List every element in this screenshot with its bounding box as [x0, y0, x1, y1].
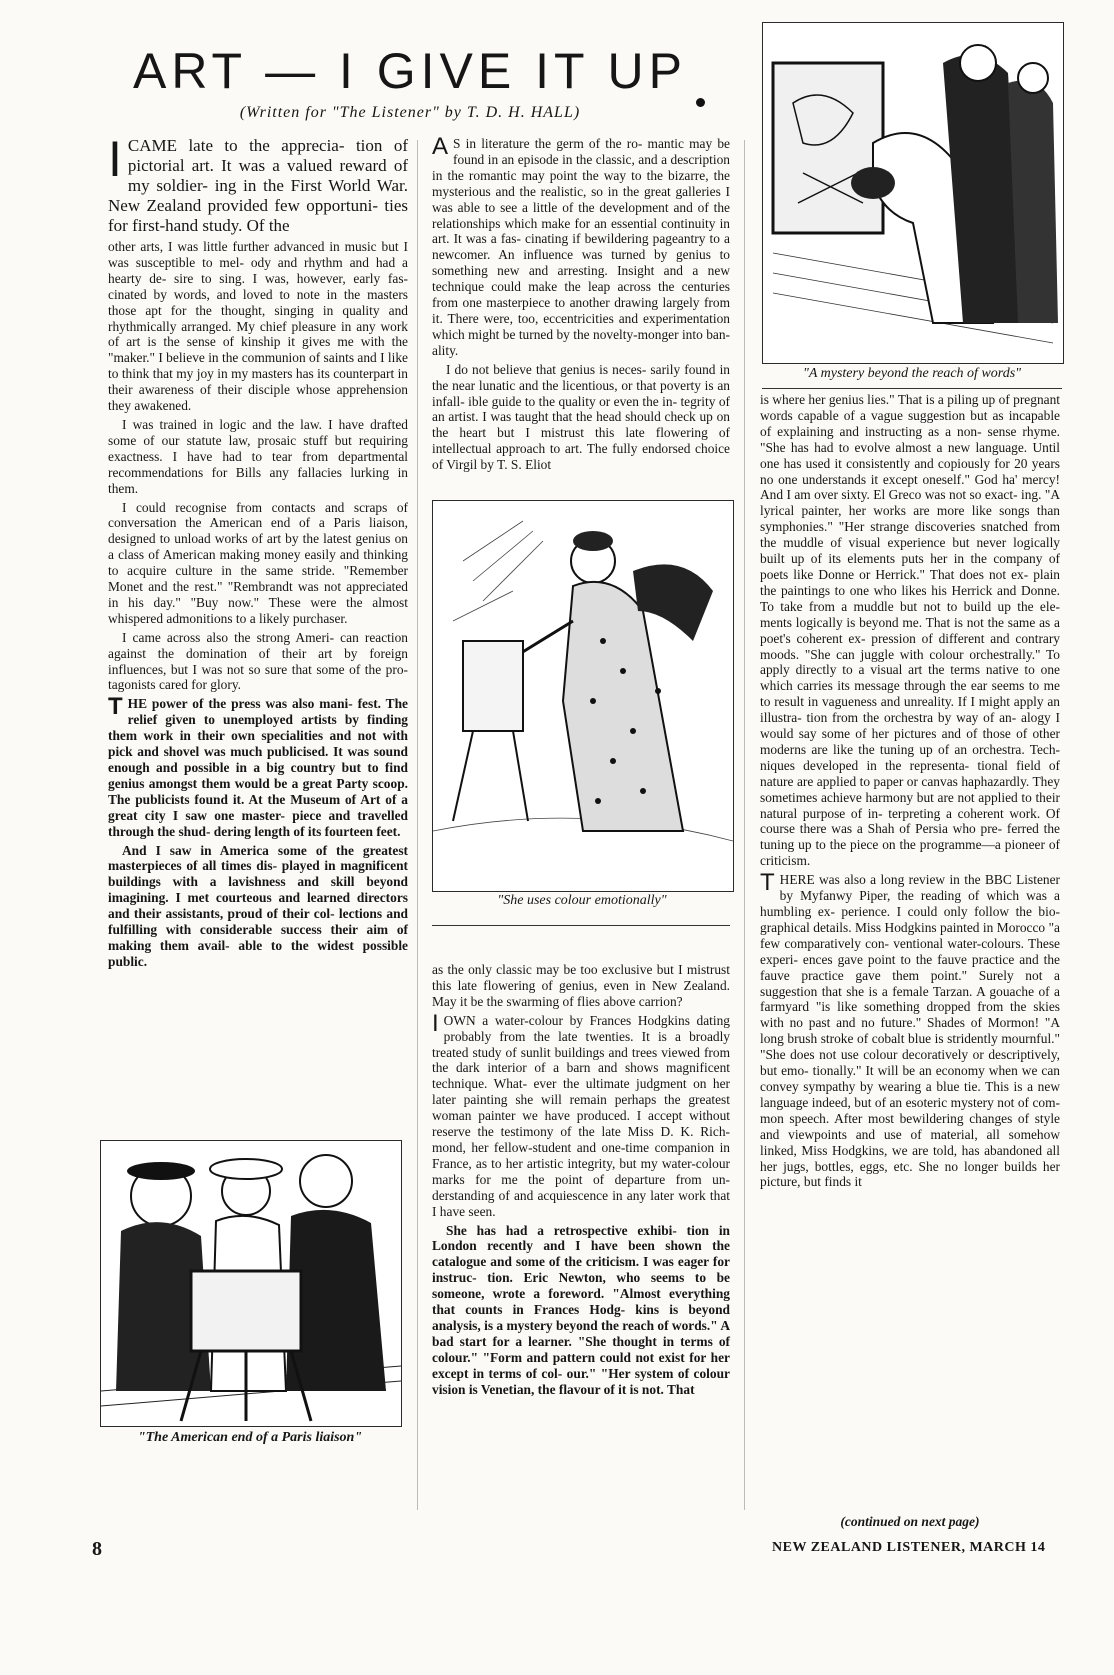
paragraph: THE power of the press was also mani- fest. The relief given to unemployed artists by finding them work in their own specialities and not with pick and shovel was much publicised. It was sound enough and possible in a big country but to find genius amongst them would be a great Party scoop. The publicists found it. At the Museum of Art of a great city I saw one master- piece and travelled through the shud- dering length of its fourteen feet.	[108, 693, 408, 839]
paragraph: I could recognise from contacts and scraps of conversation the American end of a Paris liaison, designed to unload works of art by the latest genius on a class of American making money easily and thinking to acquire culture in the same stride. "Remember Monet and the rest." "Rembrandt was not appreciated in his day." "Buy now." These were the almost whispered admonitions to a likely purchaser.	[108, 499, 408, 626]
paragraph: She has had a retrospective exhibi- tion in London recently and I have been shown the catalogue and some of the criticism. I was eager for instruc- tion. Eric Newton, who seems to be someone, wrote a foreword. "Almost everything that counts in Frances Hodg- kins is beyond analysis, is a mystery beyond the reach of words." A bad start for a learner. "She thought in terms of colour." "Form and pattern could not exist for her except in terms of col- our." "Her system of colour vision is Venetian, the flavour of it is not. That	[432, 1222, 730, 1397]
drop-cap: I	[108, 131, 122, 187]
paragraph: IOWN a water-colour by Frances Hodgkins dating probably from the late twenties. It is a broadly treated study of sunlit buildings and trees viewed from the dark interior of a barn and shows magnificent technique. What- ever the ultimate judgment on her later painting she will remain perhaps the greatest woman painter we have produced. I accept without reserve the testimony of the late Miss D. K. Rich- mond, her fellow-student and one-time companion in France, as to her artistic integrity, but my water-colour marks for me the point of departure from un- derstanding of and acquiescence in any later work that I have seen.	[432, 1009, 730, 1219]
cartoon-drawing	[101, 1141, 401, 1426]
cartoon-drawing	[763, 23, 1063, 363]
column-2	[432, 133, 730, 476]
paragraph: I was trained in logic and the law. I have drafted some of our statute law, prosaic stuff but requiring exactness. I have had to tear from departmental recommendations for Bills any fallacies lurking in them.	[108, 416, 408, 496]
caption-american: "The American end of a Paris liaison"	[137, 1430, 363, 1445]
drop-cap: T	[108, 693, 123, 721]
caption-mystery: "A mystery beyond the reach of words"	[802, 366, 1022, 381]
lead-paragraph: ICAME late to the apprecia- tion of pictorial art. It was a valued reward of my soldier- ing in the First World War. New Zealand provided few opportuni- ties for first-hand study. Of the	[108, 131, 408, 235]
paragraph: I came across also the strong Ameri- can reaction against the domination of their art by foreign influences, but I was not so sure that some of the pro- tagonists cared for glory.	[108, 629, 408, 693]
colour-emotionally-illustration	[432, 500, 734, 892]
continued-note: (continued on next page)	[840, 1514, 980, 1529]
divider	[762, 388, 1062, 389]
paragraph: THERE was also a long review in the BBC Listener by Myfanwy Piper, the reading of which was a humbling ex- perience. I could only follow the bio- graphical details. Miss Hodgkins painted in Morocco "a few comparatively con- ventional water-colours. These experi- ences gave point to the fauve practice and the fauve practice gave them point." Surely not a suggestion that she is a female Tarzan. A gouache of a farmyard "is like something dropped from the skies with no past and no future." Shades of Mormon! "A long brush stroke of cobalt blue is stridently mournful." "She does not use colour decoratively or descriptively, but emo- tionally." It will be an economy when we can convey sympathy by wearing a blue tie. This is a new language indeed, but of an esoteric mystery not of com- mon speech. After most bewildering changes of style and viewpoints and use of material, all somehow linked, Miss Hodgkins, we are told, has abandoned all her jugs, bottles, eggs, etc. She no longer builds her picture, but finds it	[760, 869, 1060, 1190]
page-title: ART — I GIVE IT UP	[132, 43, 687, 99]
drop-cap: I	[432, 1009, 439, 1037]
column-2-continued	[432, 962, 730, 1400]
byline: (Written for "The Listener" by T. D. H. HALL)	[239, 104, 581, 121]
mystery-illustration	[762, 22, 1064, 364]
drop-cap: A	[432, 133, 449, 160]
american-liaison-illustration	[100, 1140, 402, 1427]
paragraph: And I saw in America some of the greatest masterpieces of all times dis- played in magnificent buildings with a lavishness and skill beyond imagining. I met courteous and learned directors and their assistants, proud of their col- lections and fulfilling with considerable success their aim of making them avail- able to the widest possible public.	[108, 842, 408, 969]
column-3	[760, 392, 1060, 1193]
column-divider	[744, 140, 745, 1510]
column-1	[108, 131, 408, 973]
ink-dot	[696, 98, 705, 107]
paragraph: A S in literature the germ of the ro- mantic may be found in an episode in the classic, and a description in the romantic may point the way to the bizarre, the mysterious and the realistic, so in the great galleries I was able to see a little of the development and of the relationships which make for an essential continuity in art. It was a fas- cinating if bewildering pageantry to a newcomer. An influence was turned by genius to something new and arresting. Insight and a new technique could make the leap across the centuries from one masterpiece to another drawing largely from it. There were, too, eccentricities and experimentation which might be turned by the novelty-monger into ban- ality.	[432, 133, 730, 358]
divider	[432, 925, 730, 926]
column-divider	[417, 140, 418, 1510]
paragraph: I do not believe that genius is neces- sarily found in the near lunatic and the licentious, or that poverty is an infall- ible guide to the quality or even the in- tegrity of an artist. I was taught that the head should check up on the heart but I mistrust this late flowering of intellectual approach to art. The fully endorsed choice of Virgil by T. S. Eliot	[432, 361, 730, 473]
caption-colour: "She uses colour emotionally"	[497, 893, 667, 908]
page-number: 8	[92, 1538, 102, 1560]
paragraph: as the only classic may be too exclusive but I mistrust this late flowering of genius, even in New Zealand. May it be the swarming of flies above carrion?	[432, 962, 730, 1009]
drop-cap: T	[760, 869, 775, 897]
paragraph: is where her genius lies." That is a piling up of pregnant words capable of a vague suggestion but as incapable of explaining and instructing as a non- sense rhyme. "She has had to evolve almost a new language. Until one has used it consistently and copiously for 20 years no one understands it except oneself." God ha' mercy! And I am over sixty. El Greco was not so exact- ing. "A lyrical painter, her works are more like songs than symphonies." "Her strange discoveries snatched from the muddle of visual experience but never logically built up of its elements puts her in the company of poets like Donne or Herrick." That does not ex- plain the paintings to one who likes his Herrick and Donne. To take from a muddle but not to build up the ele- ments logically is beyond me. That is not the same as a poet's coherent ex- pression of different and contrary moods. "She can juggle with colour orchestrally." To apply directly to a visual art the terms native to one which carries its message through the ear seems to me to result in vagueness and unreality. If I might apply an illustra- tion from the orchestra by way of an- alogy I would say some of her pictures and of those of other moderns are like the tuning up of an orchestra. Tech- niques developed in the representa- tional field of nature are applied to paper or canvas haphazardly. They sometimes achieve harmony but are not applied to their natural purpose of in- terpreting a coherent work. Of course there was a Shah of Persia who pre- ferred the tuning up to the piece on the programme—a pioneer of criticism.	[760, 392, 1060, 869]
cartoon-drawing	[433, 501, 733, 891]
paragraph: other arts, I was little further advanced in music but I was susceptible to mel- ody and rhythm and had a hearty de- sire to sing. I was, however, early fas- cinated by words, and loved to note in the masters those apt for the thought, singing in quality and rhythmically arranged. My chief pleasure in any work of art is the sense of kinship it gives me with the "maker." I believe in the communion of saints and I like to think that my joy in my masters has its counterpart in their awareness of their disciple whose apprehension they awakened.	[108, 239, 408, 414]
publication-footer: NEW ZEALAND LISTENER, MARCH 14	[772, 1540, 1046, 1555]
